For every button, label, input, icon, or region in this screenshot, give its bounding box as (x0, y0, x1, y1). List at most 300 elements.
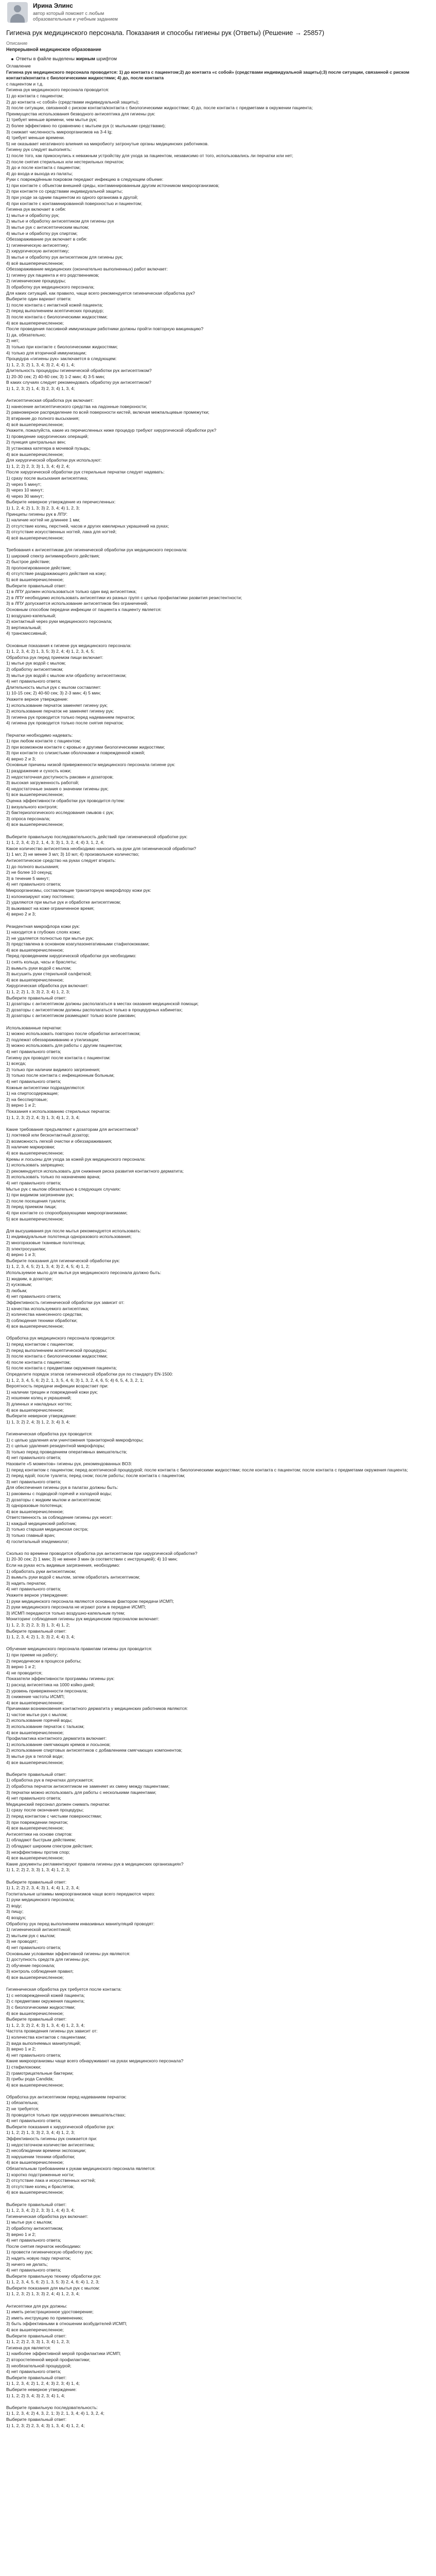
content-line: 2) мытьем рук с мылом; (6, 1933, 56, 1938)
content-line: 4) при контакте со спорообразующими микроорганизмами; (6, 1210, 128, 1215)
content-line: 3) после контакта с биологическими жидкостями; (6, 1353, 108, 1359)
content-line: 4) все вышеперечисленное; (6, 2160, 64, 2165)
content-line: 2) пункция центральных вен; (6, 439, 66, 445)
content-line: 3) только при контакте с биологическими жидкостями; (6, 344, 118, 349)
content-line: Перед проведением хирургической обработки рук необходимо: (6, 953, 136, 959)
content-line: 1) каждый медицинский работник; (6, 1520, 77, 1526)
content-line: Гигиеническая обработка рук включает: (6, 2213, 89, 2219)
content-line: 3) до и после контакта с пациентом; (6, 165, 81, 171)
content-line: Обработку рук перед выполнением инвазивных манипуляций проводят: (6, 1921, 155, 1926)
content-line: 3) можно использовать для работы с другим пациентом; (6, 1043, 123, 1048)
content-line: 1) нанесение антисептического средства на ладонные поверхности; (6, 403, 147, 409)
content-line: 3) с биологическими жидкостями; (6, 2004, 76, 2010)
content-line: 4) нет правильного ответа; (6, 2267, 61, 2273)
content-line: 1) 1, 2; 2) 2, 3; 3) 1, 3; 4) 1, 2, 3; (6, 2339, 70, 2345)
content-line: 3) не проводят; (6, 1939, 38, 1944)
content-line: 3) выживают на коже ограниченное время; (6, 905, 95, 911)
content-line: Выберите правильный ответ: (6, 2333, 67, 2338)
content-line: 4) всё вышеперечисленное; (6, 260, 64, 266)
content-line: 3) в ЛПУ допускается использование антисептиков без ограничений; (6, 601, 148, 606)
content-line: 4) не проводится; (6, 1670, 43, 1675)
content-line: 2) обработку антисептиком; (6, 666, 63, 672)
content-line: 5) все вышеперечисленное; (6, 1216, 64, 1222)
content-line: Показания к использованию стерильных перчаток: (6, 1108, 111, 1114)
content-line: Выберите неверное утверждение: (6, 2386, 77, 2392)
content-line: 2) хирургическую антисептику; (6, 248, 69, 254)
content-line: 1) наличие ногтей не длиннее 1 мм; (6, 517, 80, 523)
content-line: 4) все вышеперечисленное; (6, 451, 64, 457)
content-line: 3) только главный врач; (6, 1533, 56, 1538)
content-line: 3) только перед проведением оперативных вмешательств; (6, 1449, 128, 1454)
content-line: Частота проведения гигиены рук зависит от: (6, 2028, 98, 2034)
content-line: 1) 20-30 сек; 2) 40-60 сек; 3) 1-2 мин; 4) 3-5 мин; (6, 374, 105, 379)
content-line: 4) мытье и обработку рук спиртом; (6, 230, 78, 236)
description-value: Непрерывной медицинское образование (6, 47, 101, 52)
content-line: 3) перчатки можно использовать для работы с несколькими пациентами; (6, 1789, 156, 1795)
content-line: 3) пищу; (6, 1909, 24, 1914)
content-line: 1) с неповрежденной кожей пациента; (6, 1992, 85, 1998)
content-line: 3) мытье рук с антисептическим мылом; (6, 225, 89, 230)
content-line: 2) дозаторы с жидким мылом и антисептиком; (6, 1497, 101, 1502)
content-line: 1) широкий спектр антимикробного действия; (6, 553, 100, 558)
content-line: Обеззараживание медицинских (окончательно выполненных) работ включает: (6, 266, 168, 272)
content-line: 1) 1, 2, 3, 4, 5, 6; 2) 2, 1, 3, 5, 4, 6; 3) 1, 3, 2, 4, 6, 5; 4) 6, 5, 4, 3, 2, 1; (6, 1377, 144, 1383)
content-line: Укажите верное утверждение: (6, 696, 68, 702)
content-line: 4) требует меньше времени. (6, 135, 65, 141)
content-line: Процедура «гигиены рук» заключается в следующем: (6, 356, 117, 362)
content-line: 1) можно использовать повторно после обработки антисептиком; (6, 1031, 141, 1037)
content-line: 1) перед контактом с пациентом; перед асептической процедурой; после контакта с биологическими жидкостями; после контакта с пациентом; после контакта с предметами окружения пациента; (6, 1467, 408, 1472)
content-line: 2) использование горячей воды; (6, 1718, 73, 1723)
content-line: Обязательным требованием к рукам медицинского персонала является: (6, 2166, 156, 2171)
content-line: 1) да, обязательно; (6, 332, 46, 337)
content-line: Выберите правильный ответ: (6, 1879, 67, 1885)
content-line: Назовите «5 моментов» гигиены рук, рекомендованных ВОЗ: (6, 1461, 132, 1466)
content-line: 3) представлена в основном коагулазонегативными стафилококками; (6, 941, 150, 947)
content-line: 2) подлежат обеззараживанию и утилизации; (6, 1037, 99, 1042)
content-line: 4) госпитальный эпидемиолог; (6, 1538, 69, 1544)
content-line: 4) нет правильного ответа; (6, 1586, 61, 1592)
content-line: 3) через 10 минут; (6, 487, 44, 493)
content-line: 1) проведение хирургических операций; (6, 433, 89, 439)
content-line: 2) дозаторы с антисептиком должны располагаться только в процедурных кабинетах; (6, 1007, 183, 1012)
content-line: 4) все вышеперечисленное; (6, 1509, 64, 1514)
content-line: 2) удаляются при мытье рук и обработке антисептиком; (6, 900, 121, 905)
content-line: 2) второстепенной мерой профилактики; (6, 2357, 91, 2362)
author-name[interactable]: Ирина Элинс (33, 2, 73, 9)
content-line: 4) все вышеперечисленное; (6, 2327, 64, 2333)
content-line: Выберите правильный ответ: (6, 2375, 67, 2380)
content-line: 3) соблюдения техники обработки; (6, 1317, 78, 1323)
content-line: Выберите правильный ответ: (6, 583, 67, 588)
content-line: 4) все вышеперечисленное; (6, 1825, 64, 1831)
content-line: 2) вида выполняемых манипуляций; (6, 2040, 81, 2046)
content-line: 1) 1, 2, 3, 4; 2) 2, 3; 3) 1, 4; 4) 3, 4; (6, 2208, 75, 2213)
content-line: 4) нет правильного ответа; (6, 882, 61, 887)
content-line: 2) равномерное распределение по всей поверхности кистей, включая межпальцевые промежутки; (6, 410, 210, 415)
content-line: 2) перед выполнением асептической процедуры; (6, 1347, 108, 1353)
content-line: Антисептическое средство на руках следует втирать: (6, 857, 116, 863)
content-line: 3) перед приемом пищи; (6, 1204, 57, 1210)
content-line: 1) 1, 2, 3; 2) 1, 3; 3) 2, 4; 4) 1, 2, 3, 4; (6, 2291, 80, 2297)
content-line: 1) до контакта с пациентом; (6, 93, 64, 98)
content-line: Используемое мыло для мытья рук медицинского персонала должно быть: (6, 1269, 162, 1275)
content-line: 1) количества контактов с пациентами; (6, 2034, 86, 2040)
content-line: 1) снять кольца, часы и браслеты; (6, 959, 77, 965)
content-line: 1) с целью удаления или уничтожения транзиторной микрофлоры; (6, 1437, 144, 1443)
content-line: Выберите правильный ответ: (6, 2016, 67, 2022)
content-line: 2) обладают широким спектром действия; (6, 1843, 93, 1849)
content-line: 2) не удаляется полностью при мытье рук; (6, 935, 94, 941)
content-line: Основные показания к гигиене рук медицинского персонала: (6, 642, 132, 648)
content-line: 1) колонизируют кожу постоянно; (6, 893, 75, 899)
content-line: 2) обучение персонала; (6, 1962, 55, 1968)
content-line: 1) при любом контакте с пациентом; (6, 738, 81, 744)
content-line: 1) 20-30 сек; 2) 1 мин; 3) не менее 3 мин (в соответствии с инструкцией); 4) 10 мин; (6, 1556, 178, 1562)
content-line: Какие документы регламентируют правила гигиены рук в медицинских организациях? (6, 1861, 184, 1867)
content-line: 1) всегда; (6, 1061, 26, 1066)
bullet-icon (11, 58, 13, 60)
hint-suffix: шрифтом (96, 56, 117, 61)
content-line: 4) нет правильного ответа; (6, 1294, 61, 1299)
content-line: Резидентная микрофлора кожи рук: (6, 923, 80, 929)
content-line: 1) 1, 2, 3, 4; 2) 1, 2, 4; 3) 2, 3; 4) 1, 4; (6, 2381, 80, 2386)
content-line: 4) при контакте с контаминированной поверхностью и пациентом; (6, 200, 143, 206)
content-line: 2) грамотрицательные бактерии; (6, 2070, 74, 2076)
content-line: 2) уровень приверженности персонала; (6, 1688, 88, 1693)
content-line: 1) визуального контроля; (6, 804, 58, 809)
content-line: Какие требования предъявляют к дозаторам для антисептиков? (6, 1126, 138, 1132)
author-bar (6, 0, 430, 25)
content-line: 4) нет правильного ответа; (6, 1180, 61, 1186)
content-line: 1) до полного высыхания; (6, 863, 59, 869)
author-info (33, 2, 126, 22)
content-line: 2) руки медицинского персонала не играют роли в передаче ИСМП; (6, 1604, 146, 1610)
content-line: 1) качества используемого антисептика; (6, 1306, 89, 1311)
content-line: Вероятность передачи инфекции возрастает при: (6, 1383, 109, 1389)
content-line: 3) отсутствие колец и браслетов; (6, 2183, 75, 2189)
content-line: 4) все вышеперечисленное; (6, 2190, 64, 2195)
content-line: 1) 1, 2; 2) 2, 3; 3) 1, 3, 4; 4) 2, 4; (6, 463, 70, 469)
content-line: Эффективность гигиены рук снижается при: (6, 2136, 97, 2142)
content-line: Мониторинг соблюдения гигиены рук медицинским персоналом включает: (6, 1616, 160, 1622)
content-line: 3) при повреждении перчаток; (6, 1819, 68, 1825)
content-line: 3) мытье рук в теплой воде; (6, 1754, 64, 1759)
content-line: 1) мытье и обработку рук; (6, 212, 60, 218)
content-line: 2) отсутствие колец, перстней, часов и других ювелирных украшений на руках; (6, 523, 169, 529)
content-line: 1) после того, как прикоснулись к неважным устройству для ухода за пациентом, независимо от того, использовались ли перчатки или нет; (6, 152, 293, 158)
content-line: 1) 1, 2; 2) 2, 3; 3) 1, 3; 4) 1, 2, 3; (6, 1867, 70, 1873)
content-line: Оглавление (6, 63, 31, 69)
content-line: Выберите правильный ответ: (6, 2201, 67, 2207)
content-line: 3) одноразовые полотенца; (6, 1503, 63, 1509)
content-line: 2) воду; (6, 1903, 22, 1908)
content-line: 1) локтевой или бесконтактный дозатор; (6, 1132, 90, 1138)
content-line: 4) нет правильного ответа; (6, 1048, 61, 1054)
content-line: 1) 1, 2; 2) 2, 3, 4; 3) 1, 4; 4) 1, 2, 3, 4; (6, 1885, 80, 1891)
content-line: 1) 1, 2, 3; 2) 2, 3; 3) 1, 3; 4) 1, 2; (6, 1622, 70, 1628)
content-line: 2) мытье и обработку антисептиком для гигиены рук (6, 218, 114, 224)
content-line: Требования к антисептикам для гигиенической обработки рук медицинского персонала: (6, 547, 188, 553)
content-line: 1) иметь регистрационное удостоверение; (6, 2309, 94, 2315)
content-line: 4) нет правильного ответа; (6, 679, 61, 684)
content-line: Для хирургической обработки рук используют: (6, 457, 102, 463)
content-line: 3) мытье рук водой с мылом или обработку антисептиком; (6, 672, 127, 678)
content-line: Для высушивания рук после мытья рекомендуется использовать: (6, 1228, 142, 1233)
content-line: 2) после посещения туалета; (6, 1198, 66, 1204)
content-line: 1) доступность средств для гигиены рук; (6, 1957, 90, 1962)
content-line: 3) верно 1 и 2; (6, 2231, 36, 2237)
content-line: Для каких ситуаций, как правило, чаще всего рекомендуется гигиеническая обработка рук? (6, 290, 195, 296)
content-line: 1) находится в глубоких слоях кожи; (6, 929, 81, 935)
content-line: 1) после контакта с интактной кожей пациента; (6, 302, 103, 308)
content-line: 2) не более 10 секунд; (6, 870, 53, 875)
content-line: 3) мытье и обработку рук антисептиком для гигиены рук; (6, 255, 124, 260)
content-line: 4) все вышеперечисленное; (6, 1855, 64, 1861)
content-line: 3) дозаторы с антисептиком размещают только возле раковин; (6, 1013, 136, 1019)
content-line: 3) только после контакта с инфекционным больным; (6, 1073, 115, 1078)
content-line: 1) 1 мл; 2) не менее 3 мл; 3) 10 мл; 4) произвольное количество; (6, 852, 139, 857)
content-line: 2) ношении колец и украшений; (6, 1395, 72, 1401)
content-line: 2) недостаточная доступность раковин и дозаторов; (6, 774, 114, 779)
content-line: 3) втирание до полного высыхания; (6, 416, 80, 421)
content-line: 1) 1, 2, 3, 4; 2) 1, 3; 3) 2, 4; 4) 3, 4; (6, 1634, 75, 1640)
content-line: Оценка эффективности обработки рук проводится путем: (6, 798, 125, 804)
content-line: Гигиену рук следует выполнять: (6, 147, 72, 152)
content-line: 1) 1, 2; 2) 3, 4; 3) 2, 3; 4) 1, 4; (6, 2393, 65, 2398)
content-line: 1) недостаточном количестве антисептика; (6, 2142, 95, 2147)
content-line: 4) все вышеперечисленное; (6, 1759, 64, 1765)
content-line: Антисептики для рук должны: (6, 2303, 67, 2309)
content-line: 1) частое мытье рук с мылом; (6, 1711, 68, 1717)
content-line: 3) верно 1 и 2; (6, 1664, 36, 1670)
content-line: 1) 1, 2, 3, 4, 5, 6; 2) 1, 3, 5; 3) 2, 4, 6; 4) 1, 2, 3; (6, 2279, 100, 2285)
content-line: 4) все вышеперечисленное; (6, 977, 64, 982)
content-line: Выберите неверное утверждение из перечисленных: (6, 499, 116, 505)
answer-hint (11, 56, 430, 62)
page-title: Гигиена рук медицинского персонала. Показания и способы гигиены рук (Ответы) (Решение → 25857) (6, 29, 324, 37)
content-line: Основные причины низкой приверженности медицинского персонала гигиене рук: (6, 762, 176, 768)
content-line: 3) опроса персонала; (6, 816, 50, 821)
document-content (6, 63, 430, 2429)
content-line: 4) отсутствие раздражающего действия на кожу; (6, 571, 107, 577)
content-line: 1) 1, 2, 3; 2) 2, 3, 4; 3) 1, 3, 4; 4) 1, 2, 4; (6, 2422, 85, 2428)
content-line: 2) надеть новую пару перчаток; (6, 2255, 71, 2261)
content-line: Гигиеническая обработка рук требуется после контакта: (6, 1987, 122, 1992)
content-line: 3) обработку рук медицинского персонала; (6, 284, 95, 290)
content-line: Медицинский персонал должен снимать перчатки: (6, 1801, 110, 1807)
content-line: 2) кусковым; (6, 1282, 32, 1287)
content-line: 1) индивидуальные полотенца одноразового использования; (6, 1234, 132, 1240)
content-line: Обработка рук медицинского персонала проводится: (6, 1335, 116, 1341)
content-line: 2) не требуется; (6, 2106, 39, 2112)
content-line: 1) сразу после высыхания антисептика; (6, 475, 88, 481)
content-line: Антисептическая обработка рук включает: (6, 398, 94, 403)
content-line: 1) 1, 2, 3; 2) 1, 3, 4; 3) 2, 4; 4) 1, 4; (6, 362, 75, 367)
content-line: 1) коротко подстриженные ногти; (6, 2172, 75, 2177)
content-line: 1) 1, 2, 4; 2) 1, 3; 3) 2, 3, 4; 4) 1, 2, 3; (6, 505, 80, 511)
hint-prefix: Ответы в файле выделены (16, 56, 75, 61)
content-line: Выберите неверное утверждение: (6, 1413, 77, 1419)
content-line: 4) нет правильного ответа; (6, 1945, 61, 1951)
content-line: 3) использовать только по назначению врача; (6, 1174, 101, 1180)
content-line: 2) многоразовые тканевые полотенца; (6, 1240, 85, 1245)
content-line: Обработка рук антисептиком перед надеванием перчаток: (6, 2094, 127, 2099)
content-line: 4) все вышеперечисленное; (6, 2010, 64, 2016)
content-line: 4) гигиена рук проводится только после снятия перчаток; (6, 720, 124, 726)
content-line: 2) вымыть руки водой с мылом, затем обработать антисептиком; (6, 1574, 141, 1580)
author-avatar[interactable] (7, 2, 28, 23)
content-line: 2) на бесспиртовые; (6, 1096, 48, 1102)
content-line: 1) 1, 2, 3, 4; 2) 4, 3, 2, 1; 3) 2, 1, 3, 4; 4) 1, 3, 2, 4; (6, 2411, 104, 2416)
content-line: Определите порядок этапов гигиенической обработки рук по стандарту EN-1500: (6, 1371, 173, 1377)
content-line: 1) гигиенической антисептикой; (6, 1927, 72, 1933)
content-line: Кремы и лосьоны для ухода за кожей рук медицинского персонала: (6, 1156, 146, 1162)
content-line: Выберите один вариант ответа: (6, 296, 72, 302)
content-line: Принципы гигиены рук в ЛПУ: (6, 511, 67, 517)
content-line: Обработка рук перед приемом пищи включает: (6, 654, 103, 660)
content-line: 1) требует меньше времени, чем мытье рук; (6, 117, 97, 123)
content-line: 3) электросушилки; (6, 1246, 46, 1251)
hint-bold: жирным (76, 56, 95, 61)
content-line: 4) нет правильного ответа; (6, 2052, 61, 2058)
content-line: Преимущества использования безводного антисептика для гигиены рук: (6, 111, 155, 116)
content-line: 2) иметь инструкцию по применению; (6, 2315, 83, 2320)
content-line: 2) отсутствие лака и искусственных ногтей; (6, 2178, 96, 2183)
content-line: Какое количество антисептика необходимо наносить на руки для гигиенической обработки? (6, 845, 196, 851)
content-line: 3) пролонгированное действие; (6, 565, 72, 570)
content-line: 3) верно 1 и 2; (6, 2046, 36, 2052)
content-line: 1) руки медицинского персонала; (6, 1897, 75, 1903)
content-line: 2) обработка перчаток антисептиком не заменяет их смену между пациентами; (6, 1784, 170, 1789)
content-line: 3) контроль соблюдения правил; (6, 1969, 74, 1974)
content-line: 1) сразу после окончания процедуры; (6, 1807, 84, 1813)
content-line: 2) перед едой; после туалета; перед сном; после работы; после контакта с пациентом; (6, 1473, 185, 1479)
content-line: Обучение медицинского персонала правилам гигиены рук проводится: (6, 1646, 152, 1652)
question-heading: Гигиена рук медицинского персонала проводится: 1) до контакта с пациентом;2) до контакта «с собой» (средствами индивидуальной защиты);3) после ситуации, связанной с риском контакта/контакта с биологическими жидкостями; 4) до, после контакта (6, 69, 410, 81)
content-line: 4) все вышеперечисленное; (6, 1730, 64, 1735)
content-line: 1) при приеме на работу; (6, 1652, 58, 1657)
content-line: 2) с целью удаления резидентной микрофлоры; (6, 1443, 105, 1449)
content-line: 1) 1, 2, 3; 2) 2, 4; 3) 1, 3; 4) 1, 2, 3, 4; (6, 1114, 80, 1120)
content-line: 1) использовать запрещено; (6, 1162, 64, 1168)
content-line: с пациентом и т.д. (6, 81, 44, 87)
content-line: 1) наиболее эффективной мерой профилактики ИСМП; (6, 2351, 121, 2357)
content-line: Выберите правильный ответ: (6, 1771, 67, 1777)
content-line: 3) проводится только при хирургических вмешательствах; (6, 2112, 126, 2117)
content-line: 4) до входа и выхода из палаты; (6, 171, 73, 176)
content-line: 4) все вышеперечисленное; (6, 320, 64, 326)
content-line: 1) обладают быстрым действием; (6, 1837, 76, 1843)
content-line: Гигиеническая обработка рук проводится: (6, 1431, 93, 1436)
content-line: 4) трансмиссивный; (6, 631, 47, 636)
content-line: 4) все вышеперечисленное; (6, 822, 64, 827)
content-line: 1) раздражение и сухость кожи; (6, 768, 72, 774)
content-line: В каких случаях следует рекомендовать обработку рук антисептиком? (6, 380, 151, 385)
content-line: После хирургической обработки рук стерильные перчатки следует надевать: (6, 469, 165, 475)
content-line: 4) всё вышеперечисленное; (6, 421, 64, 427)
content-line: 1) на спиртосодержащие; (6, 1091, 59, 1096)
content-line: 1) расход антисептика на 1000 койко-дней; (6, 1682, 95, 1687)
content-line: Хирургическая обработка рук включает: (6, 983, 89, 989)
content-line: 3) нет правильного ответа; (6, 1479, 61, 1484)
content-line: Укажите, пожалуйста, какие из перечисленных ниже процедур требуют хирургической обработки рук? (6, 428, 217, 433)
content-line: Выберите правильную технику обработки рук: (6, 2273, 101, 2279)
content-line: Профилактика контактного дерматита включает: (6, 1736, 107, 1741)
content-line: 2) количества нанесенного средства; (6, 1312, 83, 1317)
content-line: 4) через 30 минут; (6, 493, 44, 499)
content-line: 1) 1, 3; 2) 2, 4; 3) 1, 2, 3; 4) 3, 4; (6, 1419, 70, 1425)
content-line: 4) после контакта с пациентом; (6, 1359, 71, 1365)
content-line: 4) нет правильного ответа; (6, 2238, 61, 2243)
content-line: 2) перед контактом с чистыми поверхностями; (6, 1813, 102, 1819)
content-line: 2) несоблюдении времени экспозиции; (6, 2148, 86, 2154)
content-line: 1) руки медицинского персонала являются основным фактором передачи ИСМП; (6, 1598, 174, 1604)
content-line: 1) жидким, в дозаторе; (6, 1276, 53, 1281)
content-line: После проведения пассивной иммунизации работники должны пройти повторную вакцинацию? (6, 326, 203, 332)
content-line: 2) вымыть руки водой с мылом; (6, 965, 72, 971)
content-line: 3) надеть перчатки; (6, 1580, 46, 1586)
author-description: автор который поможет с любым образовательным и учебным заданием (33, 11, 118, 22)
content-line: Укажите верное утверждение: (6, 1592, 68, 1598)
content-line: 4) верно 1 и 3; (6, 1252, 36, 1258)
content-line: 3) ИСМП передаются только воздушно-капельным путем; (6, 1610, 125, 1616)
content-line: 2) рекомендуется использовать для снижения риска развития контактного дерматита; (6, 1168, 184, 1174)
description-label: Описание (6, 41, 28, 46)
content-line: 1) 10-15 сек; 2) 40-60 сек; 3) 2-3 мин; 4) 5 мин; (6, 690, 101, 696)
content-line: 4) все вышеперечисленное; (6, 1407, 64, 1413)
content-line: 1) 1, 2, 3, 4; 2) 2, 1, 4, 3; 3) 1, 3, 2, 4; 4) 3, 1, 2, 4; (6, 840, 104, 845)
content-line: Сколько по времени проводится обработка рук антисептиком при хирургической обработке? (6, 1550, 198, 1556)
content-line: Какие микроорганизмы чаще всего обнаруживают на руках медицинского персонала? (6, 2058, 184, 2064)
content-line: Использованные перчатки: (6, 1025, 62, 1030)
content-line: 1) обработка рук в перчатках допускается; (6, 1777, 94, 1783)
content-line: Показатели эффективности программы гигиены рук: (6, 1676, 115, 1682)
content-line: 1) обязательна; (6, 2100, 39, 2106)
content-line: 1) 1, 2; 2) 1, 3; 3) 2, 3, 4; 4) 1, 2, 3; (6, 2130, 75, 2136)
content-line: Госпитальные штаммы микроорганизмов чаще всего передаются через: (6, 1891, 155, 1896)
content-line: 2) в ЛПУ необходимо использовать антисептики из разных групп с целью профилактики развития резистентности; (6, 595, 242, 600)
content-line: 1) провести гигиеническую обработку рук; (6, 2249, 93, 2255)
content-line: 2) с предметами окружения пациента; (6, 1998, 85, 2004)
content-line: Кожные антисептики подразделяются: (6, 1084, 85, 1090)
content-line: 1) мытье рук водой с мылом; (6, 660, 66, 666)
content-line: Длительность мытья рук с мылом составляет: (6, 684, 101, 690)
content-line: 4) воздух; (6, 1915, 26, 1921)
content-line: Мытье рук с мылом обязательно в следующих случаях: (6, 1186, 121, 1192)
content-line: Перчатки необходимо надевать: (6, 732, 73, 738)
content-line: Выберите показания к хирургической обработке рук: (6, 2124, 115, 2129)
content-line: 1) при видимом загрязнении рук; (6, 1192, 74, 1198)
content-line: 3) при контакте со слизистыми оболочками и поврежденной кожей; (6, 750, 145, 756)
content-line: 5) всё вышеперечисленное; (6, 577, 64, 583)
content-line: 1) в ЛПУ должен использоваться только один вид антисептика; (6, 589, 137, 595)
content-line: Выберите показания для гигиенической обработки рук: (6, 1258, 120, 1263)
content-line: Для обеспечения гигиены рук в палатах должны быть: (6, 1485, 118, 1490)
content-line: 3) необязательной процедурой; (6, 2363, 72, 2368)
content-line: 1) 1, 2; 2) 1, 3; 3) 2, 3; 4) 1, 2, 3; (6, 989, 70, 995)
content-line: Выберите показания для мытья рук с мылом: (6, 2285, 100, 2291)
content-line: 3) ничего не делать; (6, 2261, 48, 2267)
content-line: 4) нет правильного ответа; (6, 2369, 61, 2375)
content-line: 1) воздушно-капельный; (6, 613, 57, 618)
content-line: Руки с повреждённым покровом передают инфекцию в следующем объеме: (6, 177, 164, 182)
content-line: После снятия перчаток необходимо: (6, 2243, 81, 2249)
content-line: 3) длинных и накладных ногтях; (6, 1401, 73, 1406)
content-line: 1) обработать руки антисептиком; (6, 1568, 76, 1574)
content-line: Длительность процедуры гигиенической обработки рук антисептиком? (6, 368, 152, 374)
content-line: 4) нет правильного ответа; (6, 1078, 61, 1084)
